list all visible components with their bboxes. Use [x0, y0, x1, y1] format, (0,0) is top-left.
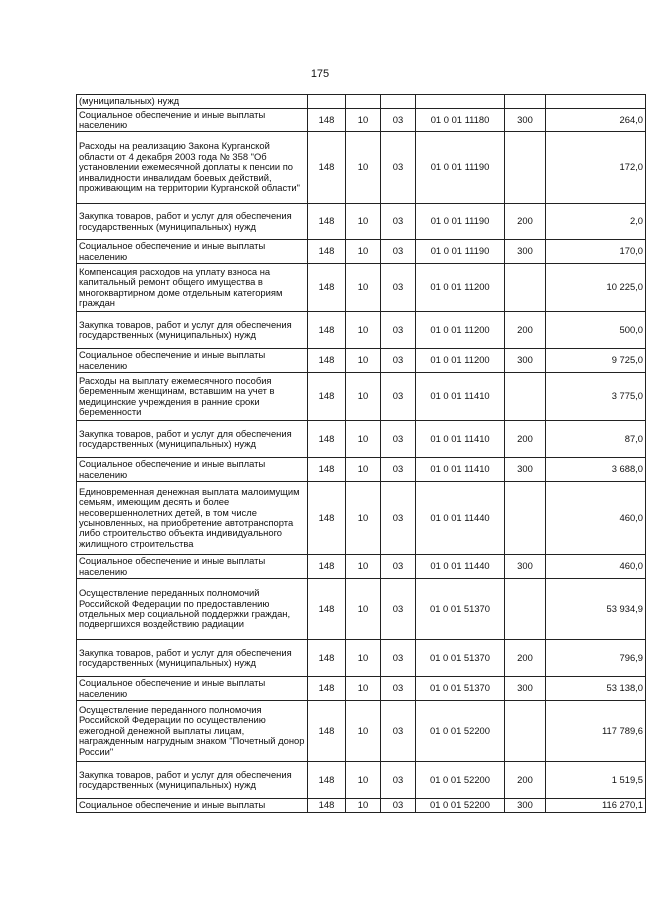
- row-name-cell: Осуществление переданных полномочий Российской Федерации по предоставлению отдельных мер социальной поддержки граждан, подвергшихся воздействию радиации: [77, 579, 308, 640]
- row-amount-cell: 87,0: [546, 421, 646, 458]
- row-target-article-cell: 01 0 01 11190: [416, 240, 505, 264]
- row-section-cell: 10: [346, 762, 381, 799]
- row-section-cell: 10: [346, 482, 381, 555]
- row-subsection-cell: 03: [381, 677, 416, 701]
- table-row: [77, 640, 646, 677]
- table-row: [77, 349, 646, 373]
- row-subsection-cell: 03: [381, 421, 416, 458]
- row-expense-type-cell: 200: [505, 204, 546, 240]
- row-ministry-code-cell: 148: [308, 264, 346, 312]
- row-ministry-code-cell: 148: [308, 132, 346, 204]
- row-amount-cell: 116 270,1: [546, 799, 646, 813]
- row-name-cell: Социальное обеспечение и иные выплаты населению: [77, 458, 308, 482]
- row-target-article-cell: 01 0 01 11440: [416, 555, 505, 579]
- row-subsection-cell: 03: [381, 240, 416, 264]
- row-expense-type-cell: 300: [505, 109, 546, 132]
- row-subsection-cell: 03: [381, 555, 416, 579]
- table-row: [77, 312, 646, 349]
- row-subsection-cell: 03: [381, 349, 416, 373]
- row-name-cell: Компенсация расходов на уплату взноса на капитальный ремонт общего имущества в многоквартирном доме отдельным категориям граждан: [77, 264, 308, 312]
- row-ministry-code-cell: 148: [308, 701, 346, 762]
- budget-table-body: [77, 95, 646, 813]
- budget-table: [76, 94, 646, 813]
- row-expense-type-cell: 200: [505, 640, 546, 677]
- table-row: [77, 95, 646, 109]
- row-name-cell: Социальное обеспечение и иные выплаты населению: [77, 677, 308, 701]
- row-ministry-code-cell: 148: [308, 109, 346, 132]
- row-target-article-cell: 01 0 01 11190: [416, 204, 505, 240]
- row-amount-cell: 2,0: [546, 204, 646, 240]
- row-target-article-cell: [416, 95, 505, 109]
- row-subsection-cell: 03: [381, 799, 416, 813]
- row-section-cell: 10: [346, 677, 381, 701]
- row-name-cell: Закупка товаров, работ и услуг для обеспечения государственных (муниципальных) нужд: [77, 640, 308, 677]
- row-subsection-cell: 03: [381, 312, 416, 349]
- row-name-cell: Осуществление переданного полномочия Российской Федерации по осуществлению ежегодной денежной выплаты лицам, награжденным нагрудным знаком "Почетный донор России": [77, 701, 308, 762]
- table-row: [77, 373, 646, 421]
- row-name-cell: Социальное обеспечение и иные выплаты населению: [77, 240, 308, 264]
- table-row: [77, 458, 646, 482]
- row-subsection-cell: 03: [381, 701, 416, 762]
- row-name-cell: Единовременная денежная выплата малоимущим семьям, имеющим десять и более несовершеннолетних детей, в том числе усыновленных, на приобретение автотранспорта либо строительство объекта индивидуального жилищного строительства: [77, 482, 308, 555]
- row-expense-type-cell: [505, 373, 546, 421]
- row-name-cell: Социальное обеспечение и иные выплаты: [77, 799, 308, 813]
- row-target-article-cell: 01 0 01 11410: [416, 421, 505, 458]
- row-ministry-code-cell: 148: [308, 421, 346, 458]
- row-ministry-code-cell: 148: [308, 204, 346, 240]
- row-subsection-cell: 03: [381, 579, 416, 640]
- row-target-article-cell: 01 0 01 11200: [416, 264, 505, 312]
- table-row: [77, 579, 646, 640]
- row-expense-type-cell: 200: [505, 762, 546, 799]
- row-target-article-cell: 01 0 01 11410: [416, 458, 505, 482]
- row-target-article-cell: 01 0 01 11410: [416, 373, 505, 421]
- row-ministry-code-cell: 148: [308, 799, 346, 813]
- row-amount-cell: 172,0: [546, 132, 646, 204]
- row-ministry-code-cell: [308, 95, 346, 109]
- row-ministry-code-cell: 148: [308, 349, 346, 373]
- row-section-cell: 10: [346, 458, 381, 482]
- row-expense-type-cell: [505, 482, 546, 555]
- row-amount-cell: 9 725,0: [546, 349, 646, 373]
- row-expense-type-cell: [505, 132, 546, 204]
- row-target-article-cell: 01 0 01 52200: [416, 762, 505, 799]
- table-row: [77, 264, 646, 312]
- row-section-cell: 10: [346, 799, 381, 813]
- row-section-cell: 10: [346, 204, 381, 240]
- row-section-cell: 10: [346, 555, 381, 579]
- row-amount-cell: 3 775,0: [546, 373, 646, 421]
- row-amount-cell: 264,0: [546, 109, 646, 132]
- row-subsection-cell: 03: [381, 109, 416, 132]
- table-row: [77, 132, 646, 204]
- table-row: [77, 555, 646, 579]
- row-ministry-code-cell: 148: [308, 240, 346, 264]
- row-target-article-cell: 01 0 01 11440: [416, 482, 505, 555]
- row-amount-cell: 53 934,9: [546, 579, 646, 640]
- row-target-article-cell: 01 0 01 11200: [416, 349, 505, 373]
- table-row: [77, 204, 646, 240]
- row-subsection-cell: 03: [381, 373, 416, 421]
- row-subsection-cell: 03: [381, 482, 416, 555]
- row-ministry-code-cell: 148: [308, 579, 346, 640]
- row-amount-cell: 1 519,5: [546, 762, 646, 799]
- row-name-cell: Расходы на выплату ежемесячного пособия беременным женщинам, вставшим на учет в медицинские учреждения в ранние сроки беременности: [77, 373, 308, 421]
- row-amount-cell: 460,0: [546, 482, 646, 555]
- row-name-cell: Социальное обеспечение и иные выплаты населению: [77, 109, 308, 132]
- row-target-article-cell: 01 0 01 52200: [416, 799, 505, 813]
- row-amount-cell: 170,0: [546, 240, 646, 264]
- row-section-cell: 10: [346, 640, 381, 677]
- row-name-cell: Закупка товаров, работ и услуг для обеспечения государственных (муниципальных) нужд: [77, 204, 308, 240]
- row-section-cell: 10: [346, 701, 381, 762]
- row-expense-type-cell: 200: [505, 312, 546, 349]
- row-name-cell: Закупка товаров, работ и услуг для обеспечения государственных (муниципальных) нужд: [77, 762, 308, 799]
- row-name-cell: Социальное обеспечение и иные выплаты населению: [77, 555, 308, 579]
- row-expense-type-cell: 300: [505, 458, 546, 482]
- row-expense-type-cell: 300: [505, 349, 546, 373]
- row-target-article-cell: 01 0 01 51370: [416, 640, 505, 677]
- table-row: [77, 109, 646, 132]
- row-amount-cell: 500,0: [546, 312, 646, 349]
- row-name-cell: (муниципальных) нужд: [77, 95, 308, 109]
- row-expense-type-cell: 200: [505, 421, 546, 458]
- row-expense-type-cell: 300: [505, 555, 546, 579]
- row-ministry-code-cell: 148: [308, 762, 346, 799]
- row-amount-cell: 10 225,0: [546, 264, 646, 312]
- row-subsection-cell: 03: [381, 264, 416, 312]
- row-target-article-cell: 01 0 01 11180: [416, 109, 505, 132]
- row-target-article-cell: 01 0 01 51370: [416, 677, 505, 701]
- row-amount-cell: 53 138,0: [546, 677, 646, 701]
- row-expense-type-cell: 300: [505, 677, 546, 701]
- row-subsection-cell: [381, 95, 416, 109]
- table-row: [77, 799, 646, 813]
- row-ministry-code-cell: 148: [308, 458, 346, 482]
- table-row: [77, 762, 646, 799]
- table-row: [77, 482, 646, 555]
- table-row: [77, 677, 646, 701]
- row-target-article-cell: 01 0 01 11200: [416, 312, 505, 349]
- row-section-cell: 10: [346, 349, 381, 373]
- row-target-article-cell: 01 0 01 51370: [416, 579, 505, 640]
- row-subsection-cell: 03: [381, 204, 416, 240]
- page-number: 175: [310, 68, 330, 80]
- row-ministry-code-cell: 148: [308, 373, 346, 421]
- table-row: [77, 240, 646, 264]
- row-section-cell: 10: [346, 264, 381, 312]
- row-ministry-code-cell: 148: [308, 312, 346, 349]
- row-ministry-code-cell: 148: [308, 677, 346, 701]
- table-row: [77, 701, 646, 762]
- row-name-cell: Закупка товаров, работ и услуг для обеспечения государственных (муниципальных) нужд: [77, 421, 308, 458]
- row-amount-cell: [546, 95, 646, 109]
- row-subsection-cell: 03: [381, 762, 416, 799]
- row-amount-cell: 796,9: [546, 640, 646, 677]
- row-expense-type-cell: 300: [505, 799, 546, 813]
- row-expense-type-cell: [505, 579, 546, 640]
- row-target-article-cell: 01 0 01 11190: [416, 132, 505, 204]
- row-expense-type-cell: [505, 264, 546, 312]
- row-ministry-code-cell: 148: [308, 640, 346, 677]
- row-expense-type-cell: 300: [505, 240, 546, 264]
- row-name-cell: Социальное обеспечение и иные выплаты населению: [77, 349, 308, 373]
- row-amount-cell: 460,0: [546, 555, 646, 579]
- row-expense-type-cell: [505, 95, 546, 109]
- row-section-cell: 10: [346, 132, 381, 204]
- row-amount-cell: 117 789,6: [546, 701, 646, 762]
- row-section-cell: 10: [346, 240, 381, 264]
- row-section-cell: [346, 95, 381, 109]
- row-ministry-code-cell: 148: [308, 555, 346, 579]
- row-subsection-cell: 03: [381, 458, 416, 482]
- row-section-cell: 10: [346, 579, 381, 640]
- row-subsection-cell: 03: [381, 132, 416, 204]
- row-subsection-cell: 03: [381, 640, 416, 677]
- row-expense-type-cell: [505, 701, 546, 762]
- row-section-cell: 10: [346, 421, 381, 458]
- row-section-cell: 10: [346, 312, 381, 349]
- row-section-cell: 10: [346, 373, 381, 421]
- row-section-cell: 10: [346, 109, 381, 132]
- row-ministry-code-cell: 148: [308, 482, 346, 555]
- row-name-cell: Расходы на реализацию Закона Курганской области от 4 декабря 2003 года № 358 "Об установлении ежемесячной доплаты к пенсии по инвалидности инвалидам боевых действий, проживающим на территории Курганской области": [77, 132, 308, 204]
- table-row: [77, 421, 646, 458]
- row-target-article-cell: 01 0 01 52200: [416, 701, 505, 762]
- row-name-cell: Закупка товаров, работ и услуг для обеспечения государственных (муниципальных) нужд: [77, 312, 308, 349]
- row-amount-cell: 3 688,0: [546, 458, 646, 482]
